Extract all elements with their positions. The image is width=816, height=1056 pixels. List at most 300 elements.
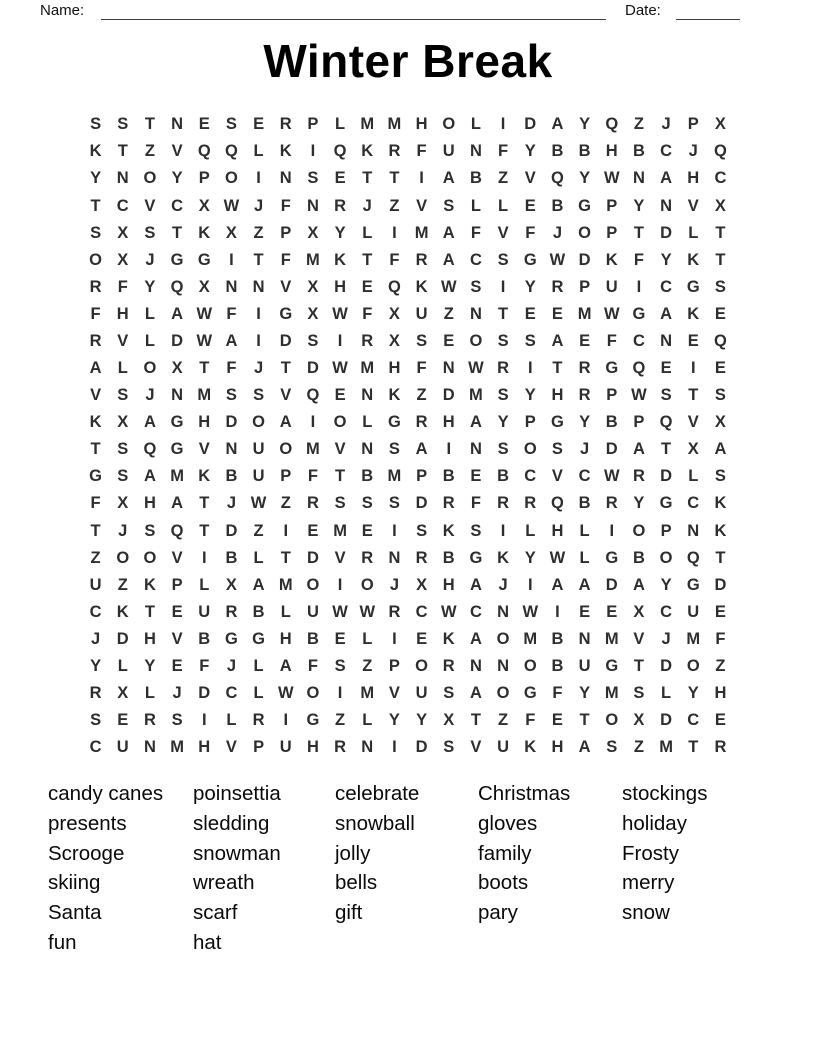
grid-cell: E: [606, 602, 618, 621]
word-list-item: gloves: [478, 811, 538, 835]
grid-cell: E: [579, 602, 591, 621]
grid-cell: S: [388, 494, 400, 513]
grid-cell: I: [310, 413, 316, 432]
name-blank-line: [101, 2, 606, 20]
grid-cell: C: [578, 467, 591, 486]
grid-cell: S: [253, 386, 265, 405]
grid-cell: G: [632, 304, 646, 323]
grid-cell: V: [90, 386, 102, 405]
grid-cell: L: [226, 711, 237, 730]
grid-cell: M: [278, 575, 293, 594]
grid-cell: V: [334, 440, 346, 459]
grid-cell: B: [361, 467, 374, 486]
grid-cell: A: [415, 440, 428, 459]
grid-cell: S: [470, 277, 482, 296]
grid-cell: K: [198, 223, 211, 242]
grid-cell: T: [633, 656, 644, 675]
grid-cell: X: [117, 250, 129, 269]
grid-cell: B: [225, 467, 238, 486]
grid-cell: H: [687, 169, 700, 188]
grid-cell: T: [117, 142, 128, 161]
grid-cell: F: [633, 250, 644, 269]
grid-cell: F: [416, 142, 427, 161]
grid-cell: Z: [498, 711, 509, 730]
grid-cell: K: [714, 521, 727, 540]
grid-cell: S: [90, 711, 102, 730]
word-list-item: family: [478, 841, 532, 865]
grid-cell: Z: [280, 494, 291, 513]
grid-cell: N: [361, 386, 374, 405]
grid-cell: A: [660, 304, 673, 323]
grid-cell: B: [306, 629, 319, 648]
grid-cell: X: [307, 304, 319, 323]
grid-cell: D: [578, 250, 591, 269]
grid-cell: X: [198, 277, 210, 296]
grid-cell: T: [579, 711, 590, 730]
grid-cell: J: [498, 575, 508, 594]
grid-cell: I: [337, 575, 343, 594]
grid-cell: K: [198, 467, 211, 486]
word-list-item: Scrooge: [48, 841, 125, 865]
grid-cell: D: [279, 331, 292, 350]
grid-cell: E: [660, 359, 672, 378]
grid-cell: Y: [524, 142, 536, 161]
grid-cell: T: [90, 521, 101, 540]
grid-cell: O: [496, 684, 510, 703]
grid-cell: I: [229, 250, 234, 269]
grid-cell: K: [442, 521, 455, 540]
grid-cell: F: [470, 223, 481, 242]
grid-cell: P: [524, 413, 536, 432]
grid-cell: I: [201, 711, 207, 730]
word-list-item: holiday: [622, 811, 687, 835]
grid-cell: E: [524, 196, 536, 215]
grid-cell: I: [256, 331, 261, 350]
grid-cell: T: [199, 359, 210, 378]
word-search-grid: [82, 111, 734, 761]
grid-cell: B: [551, 196, 564, 215]
grid-cell: B: [578, 142, 591, 161]
grid-cell: B: [605, 413, 618, 432]
grid-cell: Y: [687, 684, 699, 703]
grid-cell: Q: [387, 277, 401, 296]
grid-cell: G: [578, 196, 591, 215]
grid-cell: P: [416, 467, 428, 486]
grid-cell: T: [362, 169, 373, 188]
grid-cell: M: [360, 115, 375, 134]
grid-cell: N: [279, 169, 292, 188]
grid-cell: O: [469, 331, 483, 350]
grid-cell: R: [415, 250, 428, 269]
grid-cell: P: [253, 738, 265, 757]
grid-cell: N: [171, 115, 184, 134]
grid-cell: O: [333, 413, 347, 432]
grid-cell: M: [170, 467, 184, 486]
grid-cell: Y: [579, 413, 591, 432]
grid-cell: D: [225, 413, 238, 432]
grid-cell: L: [144, 331, 155, 350]
grid-cell: P: [687, 115, 699, 134]
grid-cell: S: [90, 115, 102, 134]
grid-cell: P: [633, 413, 645, 432]
grid-cell: J: [253, 359, 264, 378]
grid-cell: Z: [253, 521, 264, 540]
grid-cell: W: [277, 684, 294, 703]
grid-cell: L: [253, 142, 264, 161]
word-list-item: Frosty: [622, 841, 679, 865]
grid-cell: E: [361, 277, 373, 296]
word-list-item: hat: [193, 930, 222, 954]
grid-cell: E: [334, 169, 346, 188]
grid-cell: E: [253, 115, 265, 134]
grid-cell: S: [117, 386, 129, 405]
grid-cell: G: [469, 548, 483, 567]
grid-cell: B: [198, 629, 211, 648]
grid-cell: T: [715, 223, 726, 242]
grid-cell: N: [306, 196, 319, 215]
grid-cell: E: [470, 467, 482, 486]
grid-cell: N: [469, 440, 482, 459]
grid-cell: V: [171, 629, 183, 648]
word-list-item: snowman: [193, 841, 281, 865]
grid-cell: I: [690, 359, 696, 378]
grid-cell: X: [198, 196, 210, 215]
grid-cell: E: [687, 331, 699, 350]
grid-cell: E: [307, 521, 319, 540]
grid-cell: J: [389, 575, 399, 594]
grid-cell: G: [89, 467, 102, 486]
grid-cell: D: [660, 223, 673, 242]
grid-cell: H: [279, 629, 292, 648]
word-list-item: snowball: [335, 811, 415, 835]
grid-cell: M: [197, 386, 212, 405]
grid-cell: L: [199, 575, 210, 594]
word-list-item: sledding: [193, 811, 270, 835]
grid-cell: B: [551, 142, 564, 161]
grid-cell: H: [143, 629, 156, 648]
grid-cell: N: [469, 656, 482, 675]
grid-cell: N: [143, 738, 156, 757]
grid-cell: S: [606, 738, 618, 757]
grid-cell: S: [497, 331, 509, 350]
grid-cell: M: [360, 359, 375, 378]
grid-cell: I: [555, 602, 560, 621]
word-list-item: stockings: [622, 782, 708, 805]
grid-cell: W: [196, 331, 213, 350]
grid-cell: W: [332, 602, 348, 621]
grid-cell: S: [307, 331, 319, 350]
grid-cell: Q: [550, 494, 564, 513]
grid-cell: M: [523, 629, 538, 648]
grid-cell: O: [306, 684, 320, 703]
grid-cell: M: [659, 738, 673, 757]
grid-cell: K: [116, 602, 129, 621]
grid-cell: Q: [632, 359, 646, 378]
grid-cell: I: [527, 359, 533, 378]
grid-cell: P: [660, 521, 672, 540]
grid-cell: A: [225, 331, 238, 350]
grid-cell: S: [443, 196, 455, 215]
grid-cell: Z: [443, 304, 454, 323]
grid-cell: Z: [498, 169, 509, 188]
grid-cell: Y: [579, 115, 591, 134]
grid-cell: H: [198, 738, 211, 757]
grid-cell: E: [714, 359, 726, 378]
grid-cell: R: [361, 331, 374, 350]
grid-cell: W: [440, 602, 457, 621]
grid-cell: G: [306, 711, 320, 730]
grid-cell: T: [172, 223, 183, 242]
grid-cell: S: [714, 386, 726, 405]
grid-cell: H: [714, 684, 727, 703]
grid-cell: E: [524, 304, 536, 323]
grid-cell: L: [498, 196, 509, 215]
grid-cell: V: [524, 169, 536, 188]
grid-cell: Y: [90, 656, 102, 675]
grid-cell: J: [145, 386, 155, 405]
grid-cell: C: [524, 467, 537, 486]
grid-cell: X: [714, 196, 726, 215]
grid-cell: M: [577, 304, 592, 323]
grid-cell: I: [283, 521, 289, 540]
grid-cell: Y: [171, 169, 183, 188]
grid-cell: B: [497, 467, 510, 486]
grid-cell: O: [496, 629, 510, 648]
grid-cell: L: [253, 548, 264, 567]
grid-cell: Z: [715, 656, 726, 675]
grid-cell: Y: [660, 250, 672, 269]
grid-cell: W: [440, 277, 457, 296]
grid-cell: M: [469, 386, 483, 405]
grid-cell: U: [415, 684, 428, 703]
grid-cell: V: [497, 223, 509, 242]
grid-cell: K: [361, 142, 374, 161]
grid-cell: H: [143, 494, 156, 513]
grid-cell: S: [307, 169, 319, 188]
grid-cell: V: [280, 386, 292, 405]
grid-cell: R: [524, 494, 537, 513]
grid-cell: N: [497, 656, 510, 675]
grid-cell: U: [89, 575, 102, 594]
grid-cell: C: [660, 277, 673, 296]
grid-cell: G: [523, 250, 537, 269]
grid-cell: T: [715, 548, 726, 567]
grid-cell: T: [199, 494, 210, 513]
grid-cell: A: [551, 331, 564, 350]
grid-cell: Q: [170, 521, 184, 540]
word-list-item: presents: [48, 811, 127, 835]
grid-cell: E: [334, 629, 346, 648]
grid-cell: X: [633, 711, 645, 730]
grid-cell: A: [469, 413, 482, 432]
grid-cell: K: [442, 629, 455, 648]
grid-cell: D: [660, 711, 673, 730]
grid-cell: D: [116, 629, 129, 648]
grid-cell: Y: [633, 494, 645, 513]
grid-cell: G: [605, 359, 619, 378]
grid-cell: B: [442, 548, 455, 567]
grid-cell: W: [603, 467, 620, 486]
grid-cell: Y: [144, 277, 156, 296]
grid-cell: N: [116, 169, 129, 188]
grid-cell: F: [552, 684, 563, 703]
grid-cell: G: [170, 250, 184, 269]
grid-cell: P: [280, 467, 292, 486]
grid-cell: I: [392, 738, 397, 757]
header: [40, 2, 740, 22]
grid-cell: H: [334, 277, 347, 296]
word-list-item: celebrate: [335, 782, 420, 805]
page-title: Winter Break: [263, 35, 553, 87]
grid-cell: S: [443, 738, 455, 757]
word-list-item: scarf: [193, 901, 238, 925]
grid-cell: Z: [117, 575, 128, 594]
grid-cell: F: [280, 196, 291, 215]
grid-cell: W: [250, 494, 267, 513]
grid-cell: U: [252, 467, 265, 486]
grid-cell: J: [552, 223, 562, 242]
grid-cell: H: [198, 413, 211, 432]
grid-cell: C: [714, 169, 727, 188]
grid-cell: E: [551, 304, 563, 323]
grid-cell: Y: [633, 196, 645, 215]
grid-cell: N: [497, 602, 510, 621]
grid-cell: B: [469, 169, 482, 188]
grid-cell: Z: [633, 738, 644, 757]
grid-cell: D: [415, 494, 428, 513]
grid-cell: S: [361, 494, 373, 513]
grid-cell: X: [388, 304, 400, 323]
grid-cell: N: [687, 521, 700, 540]
grid-cell: C: [469, 602, 482, 621]
word-list-item: poinsettia: [193, 782, 281, 805]
grid-cell: S: [117, 467, 129, 486]
grid-cell: L: [470, 196, 481, 215]
grid-cell: G: [659, 494, 673, 513]
grid-cell: D: [306, 548, 319, 567]
grid-cell: T: [661, 440, 672, 459]
grid-cell: T: [90, 440, 101, 459]
grid-cell: F: [307, 656, 318, 675]
grid-cell: M: [387, 115, 402, 134]
grid-cell: F: [280, 250, 291, 269]
grid-cell: Y: [497, 413, 509, 432]
grid-cell: S: [524, 331, 536, 350]
grid-cell: O: [605, 711, 619, 730]
grid-cell: Y: [524, 277, 536, 296]
grid-cell: V: [334, 548, 346, 567]
grid-cell: Q: [659, 413, 673, 432]
grid-cell: V: [198, 440, 210, 459]
grid-cell: S: [117, 440, 129, 459]
word-list-item: boots: [478, 871, 529, 895]
grid-cell: I: [392, 521, 397, 540]
grid-cell: V: [171, 548, 183, 567]
grid-cell: I: [256, 304, 261, 323]
grid-cell: M: [387, 467, 402, 486]
grid-cell: S: [225, 386, 237, 405]
grid-cell: X: [307, 277, 319, 296]
grid-cell: L: [688, 223, 699, 242]
grid-cell: T: [144, 602, 155, 621]
grid-cell: X: [117, 684, 129, 703]
grid-cell: S: [225, 115, 237, 134]
grid-cell: G: [387, 413, 401, 432]
grid-cell: M: [414, 223, 429, 242]
grid-cell: X: [225, 223, 237, 242]
grid-cell: T: [90, 196, 101, 215]
grid-cell: I: [201, 548, 207, 567]
grid-cell: S: [714, 467, 726, 486]
grid-cell: U: [279, 738, 292, 757]
grid-cell: F: [362, 304, 373, 323]
grid-cell: F: [90, 494, 101, 513]
grid-cell: U: [116, 738, 129, 757]
grid-cell: Y: [90, 169, 102, 188]
grid-cell: D: [605, 575, 618, 594]
grid-cell: Q: [143, 440, 157, 459]
grid-cell: A: [279, 413, 292, 432]
grid-cell: N: [225, 277, 238, 296]
grid-cell: R: [605, 494, 618, 513]
grid-cell: M: [604, 629, 619, 648]
grid-cell: X: [225, 575, 237, 594]
word-list-item: merry: [622, 871, 675, 895]
word-list-column: [193, 779, 335, 958]
grid-cell: M: [333, 521, 347, 540]
grid-cell: W: [223, 196, 240, 215]
grid-cell: F: [226, 304, 237, 323]
grid-cell: N: [361, 738, 374, 757]
grid-cell: T: [362, 250, 373, 269]
grid-cell: I: [256, 169, 261, 188]
grid-cell: M: [604, 684, 619, 703]
grid-cell: F: [470, 494, 481, 513]
grid-cell: B: [632, 548, 645, 567]
grid-cell: N: [469, 142, 482, 161]
grid-cell: R: [252, 711, 265, 730]
grid-cell: L: [362, 223, 373, 242]
grid-cell: Z: [144, 142, 155, 161]
grid-cell: J: [118, 521, 128, 540]
grid-cell: I: [392, 629, 397, 648]
grid-cell: I: [500, 115, 506, 134]
grid-cell: K: [714, 494, 727, 513]
grid-cell: O: [279, 440, 293, 459]
grid-cell: B: [551, 656, 564, 675]
grid-cell: T: [335, 467, 346, 486]
grid-cell: I: [636, 277, 642, 296]
grid-cell: C: [469, 250, 482, 269]
grid-cell: C: [89, 602, 102, 621]
grid-cell: S: [497, 250, 509, 269]
date-blank-line: [676, 2, 740, 20]
word-list-item: bells: [335, 871, 378, 895]
grid-cell: X: [416, 575, 428, 594]
grid-cell: Q: [550, 169, 564, 188]
grid-cell: J: [226, 656, 236, 675]
grid-cell: A: [551, 115, 564, 134]
grid-cell: X: [117, 223, 129, 242]
grid-cell: Q: [713, 142, 727, 161]
grid-cell: S: [334, 656, 346, 675]
grid-cell: O: [523, 440, 537, 459]
grid-cell: R: [497, 494, 510, 513]
grid-cell: L: [688, 467, 699, 486]
word-list-item: gift: [335, 901, 363, 925]
grid-cell: G: [197, 250, 211, 269]
grid-cell: L: [362, 711, 373, 730]
